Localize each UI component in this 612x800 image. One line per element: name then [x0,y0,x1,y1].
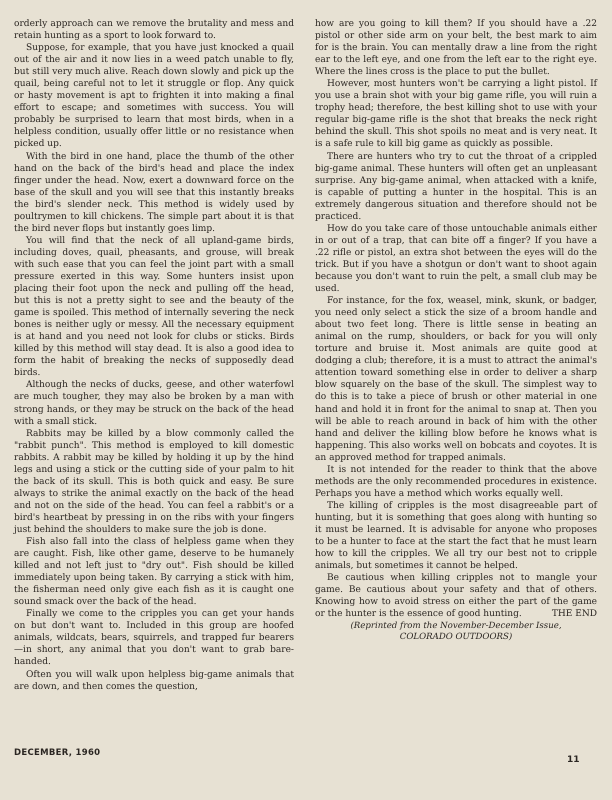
paragraph: For instance, for the fox, weasel, mink, skunk, or badger, you need only select a stick the size of a broom handle and about two feet long. There is little sense in beating an animal on the rump, shoulders, or back for you will only torture and bruise it. Most animals are quite good at dodging a club; therefore, it is a must to attract the animal's attention toward something else in order to deliver a sharp blow squarely on the base of the skull. The simplest way to do this is to take a piece of brush or other material in one hand and hold it in front for the animal to snap at. Then you will be able to reach around in back of him with the other hand and deliver the killing blow before he knows what is happening. This also works well on bobcats and coyotes. It is an approved method for trapped animals. [315,296,597,463]
paragraph: Although the necks of ducks, geese, and other waterfowl are much tougher, they may also be broken by a man with strong hands, or they may be struck on the back of the head with a small stick. [14,380,294,427]
paragraph: Fish also fall into the class of helpless game when they are caught. Fish, like other game, deserve to be humanely killed and not left just to "dry out". Fish should be killed immediately upon being taken. By carrying a stick with him, the fisherman need only give each fish as it is caught one sound smack over the back of the head. [14,537,294,608]
issue-date: DECEMBER, 1960 [14,748,101,758]
paragraph: It is not intended for the reader to think that the above methods are the only recommended procedures in existence. Perhaps you have a method which works equally well. [315,464,597,499]
paragraph: You will find that the neck of all upland-game birds, including doves, quail, pheasants, and grouse, will break with such ease that you can feel the joint part with a small pressure exerted in this way. Some hunters insist upon placing their foot upon the neck and pulling off the head, but this is not a pretty sight to see and the beauty of the game is spoiled. This method of internally severing the neck bones is neither ugly or messy. All the necessary equipment is at hand and you need not look for clubs or sticks. Birds killed by this method will stay dead. It is also a good idea to form the habit of breaking the necks of supposedly dead birds. [14,235,294,379]
paragraph: how are you going to kill them? If you should have a .22 pistol or other side arm on your belt, the best mark to aim for is the brain. You can mentally draw a line from the right ear to the left eye, and one from the left ear to the right eye. Where the lines cross is the place to put the bullet. [315,19,597,78]
paragraph: There are hunters who try to cut the throat of a crippled big-game animal. These hunters will often get an unpleasant surprise. Any big-game animal, when attacked with a knife, is capable of putting a hunter in the hospital. This is an extremely dangerous situation and therefore should not be practiced. [315,151,597,222]
page-number: 11 [567,755,580,765]
paragraph: Often you will walk upon helpless big-game animals that are down, and then comes the question, [14,669,294,692]
paragraph: Finally we come to the cripples you can get your hands on but don't want to. Included in this group are hoofed animals, wildcats, bears, squirrels, and trapped fur bearers—in short, any animal that you don't want to grab bare-handed. [14,609,294,668]
left-column [14,18,294,693]
paragraph: Suppose, for example, that you have just knocked a quail out of the air and it now lies in a weed patch unable to fly, but still very much alive. Reach down slowly and pick up the quail, being careful not to let it struggle or flop. Any quick or hasty movement is apt to frighten it into making a final effort to escape; and sometimes with success. You will probably be surprised to learn that most birds, when in a helpless condition, usually offer little or no resistance when picked up. [14,43,294,150]
right-column [315,18,597,643]
final-paragraph [315,572,597,620]
credit-line: (Reprinted from the November-December Issue, [350,621,562,632]
paragraph: orderly approach can we remove the brutality and mess and retain hunting as a sport to look forward to. [14,19,294,42]
credit-line: COLORADO OUTDOORS) [399,632,513,643]
paragraph: Rabbits may be killed by a blow commonly called the "rabbit punch". This method is employed to kill domestic rabbits. A rabbit may be killed by holding it up by the hind legs and using a stick or the cutting side of your palm to hit the back of its skull. This is both quick and easy. Be sure always to strike the animal exactly on the back of the head and not on the side of the head. You can feel a rabbit's or a bird's heartbeat by pressing in on the ribs with your fingers just behind the shoulders to make sure the job is done. [14,428,294,535]
reprint-credit [315,621,597,643]
paragraph: With the bird in one hand, place the thumb of the other hand on the back of the bird's head and place the index finger under the head. Now, exert a downward force on the base of the skull and you will see that this instantly breaks the bird's slender neck. This method is widely used by poultrymen to kill chickens. The simple part about it is that the bird never flops but instantly goes limp. [14,151,294,234]
paragraph: However, most hunters won't be carrying a light pistol. If you use a brain shot with your big game rifle, you will ruin a trophy head; therefore, the best killing shot to use with your regular big-game rifle is the shot that breaks the neck right behind the skull. This shot spoils no meat and is very neat. It is a safe rule to kill big game as quickly as possible. [315,79,597,150]
paragraph: The killing of cripples is the most disagreeable part of hunting, but it is something that goes along with hunting so it must be learned. It is advisable for anyone who proposes to be a hunter to face at the start the fact that he must learn how to kill the cripples. We all try our best not to cripple animals, but sometimes it cannot be helped. [315,500,597,572]
paragraph: How do you take care of those untouchable animals either in or out of a trap, that can bite off a finger? If you have a .22 rifle or pistol, an extra shot between the eyes will do the trick. But if you have a shotgun or don't want to shoot again because you don't want to ruin the pelt, a small club may be used. [315,223,597,295]
the-end-marker: THE END [551,609,597,620]
final-paragraph-text: Be cautious when killing cripples not to mangle your game. Be cautious about your safety and that of others. Knowing how to avoid stress on either the part of the game or the hunter is the essence of good hunting. [315,573,597,620]
